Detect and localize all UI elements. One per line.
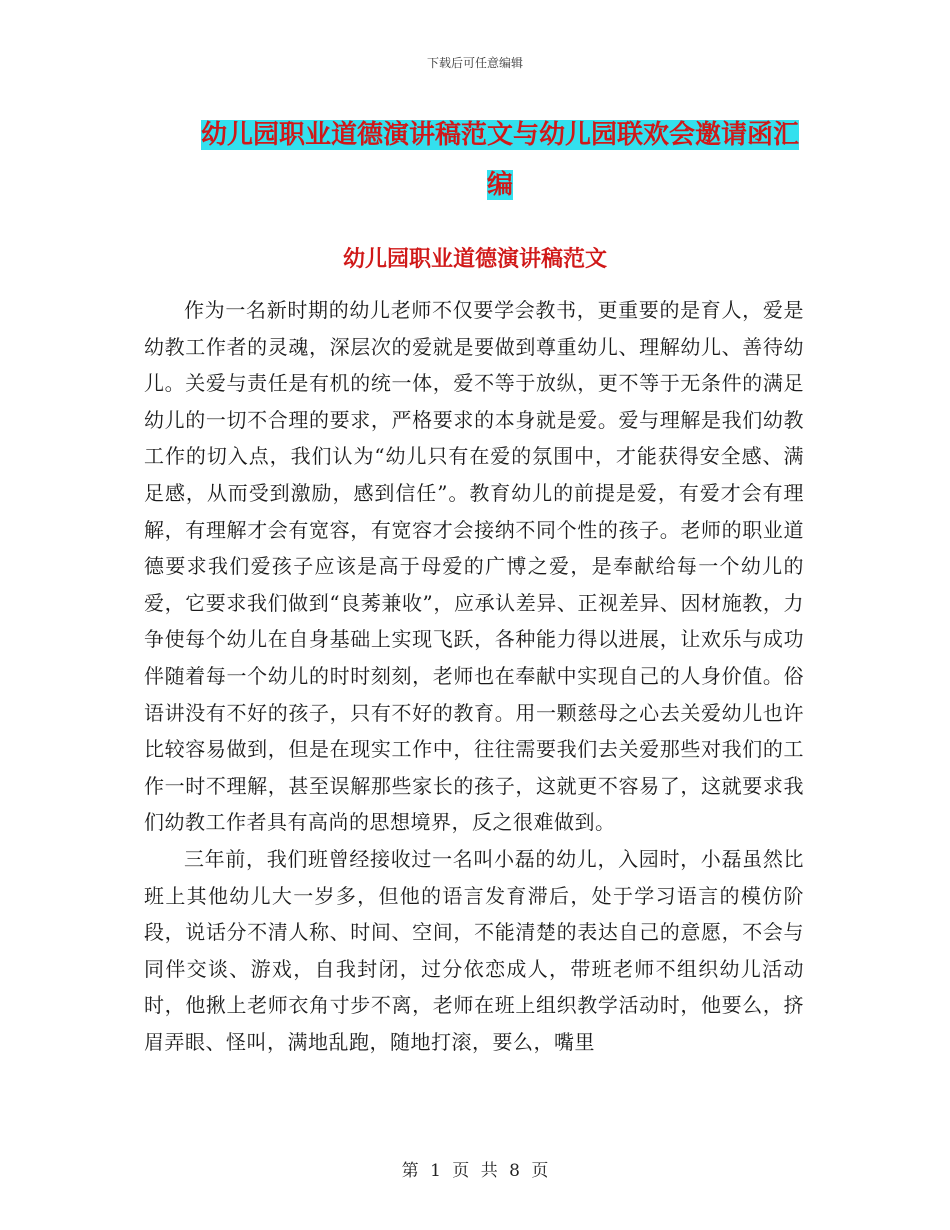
body-paragraph-1: 作为一名新时期的幼儿老师不仅要学会教书，更重要的是育人，爱是幼教工作者的灵魂，深层次的爱就是要做到尊重幼儿、理解幼儿、善待幼儿。关爱与责任是有机的统一体，爱不等于放纵，更不等于无条件的满足幼儿的一切不合理的要求，严格要求的本身就是爱。爱与理解是我们幼教工作的切入点，我们认为“幼儿只有在爱的氛围中，才能获得安全感、满足感，从而受到激励，感到信任”。教育幼儿的前提是爱，有爱才会有理解，有理解才会有宽容，有宽容才会接纳不同个性的孩子。老师的职业道德要求我们爱孩子应该是高于母爱的广博之爱，是奉献给每一个幼儿的爱，它要求我们做到“良莠兼收”，应承认差异、正视差异、因材施教，力争使每个幼儿在自身基础上实现飞跃，各种能力得以进展，让欢乐与成功伴随着每一个幼儿的时时刻刻，老师也在奉献中实现自己的人身价值。俗语讲没有不好的孩子，只有不好的教育。用一颗慈母之心去关爱幼儿也许比较容易做到，但是在现实工作中，往往需要我们去关爱那些对我们的工作一时不理解，甚至误解那些家长的孩子，这就更不容易了，这就要求我们幼教工作者具有高尚的思想境界，反之很难做到。 xyxy=(144,298,804,835)
document-title-text: 幼儿园职业道德演讲稿范文与幼儿园联欢会邀请函汇编 xyxy=(200,120,799,200)
page-header-note: 下载后可任意编辑 xyxy=(426,56,523,70)
section-title: 幼儿园职业道德演讲稿范文 xyxy=(342,247,607,272)
body-paragraph-2: 三年前，我们班曾经接收过一名叫小磊的幼儿，入园时，小磊虽然比班上其他幼儿大一岁多，但他的语言发育滞后，处于学习语言的模仿阶段，说话分不清人称、时间、空间，不能清楚的表达自己的意愿，不会与同伴交谈、游戏，自我封闭，过分依恋成人，带班老师不组织幼儿活动时，他揪上老师衣角寸步不离，老师在班上组织教学活动时，他要么，挤眉弄眼、怪叫，满地乱跑，随地打滚，要么，嘴里 xyxy=(144,846,804,1054)
document-body xyxy=(144,292,804,1060)
page-number-footer: 第 1 页 共 8 页 xyxy=(401,1161,549,1181)
document-title xyxy=(190,110,810,210)
